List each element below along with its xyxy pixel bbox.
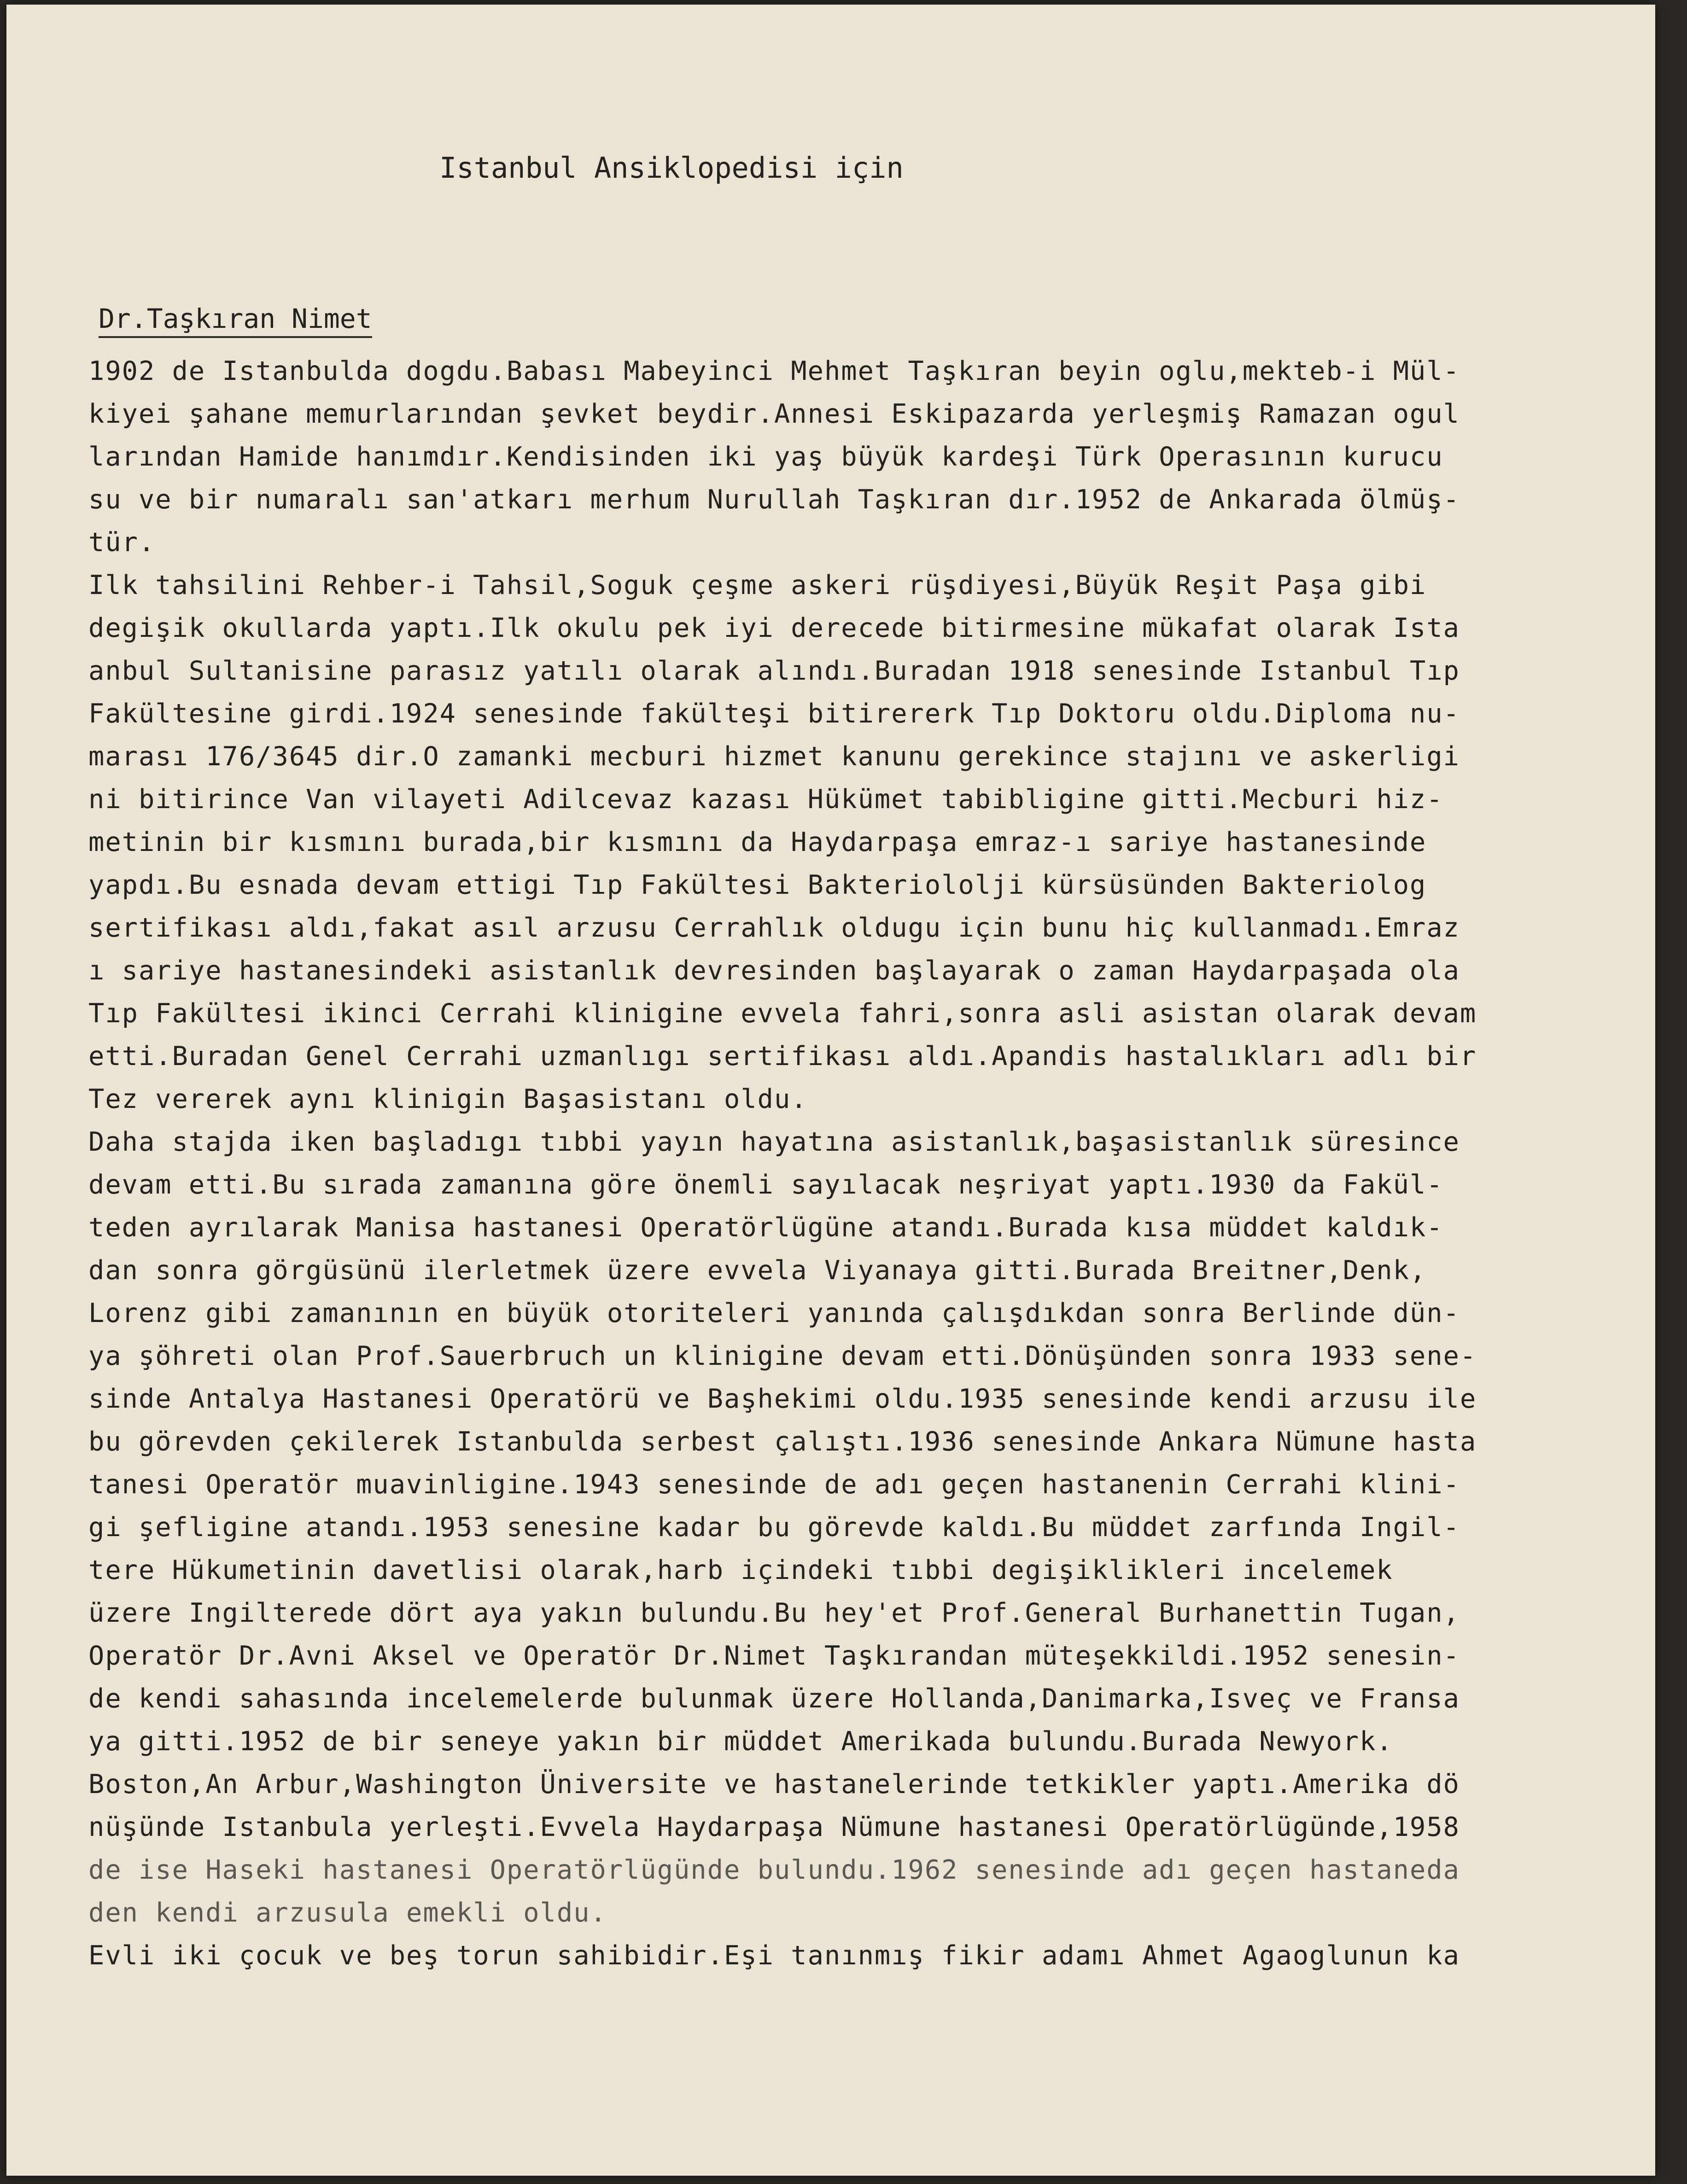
body-line: tür.	[88, 527, 156, 558]
document-body	[88, 350, 1627, 1977]
subject-name: Dr.Taşkıran Nimet	[99, 303, 372, 338]
body-line: tanesi Operatör muavinligine.1943 senesinde de adı geçen hastanenin Cerrahi klini-	[88, 1469, 1460, 1500]
typewritten-page	[6, 5, 1655, 2176]
body-line: kiyei şahane memurlarından şevket beydir.Annesi Eskipazarda yerleşmiş Ramazan ogul	[88, 399, 1460, 429]
body-line: de kendi sahasında incelemelerde bulunmak üzere Hollanda,Danimarka,Isveç ve Fransa	[88, 1683, 1460, 1714]
body-line: üzere Ingilterede dört aya yakın bulundu.Bu hey'et Prof.General Burhanettin Tugan,	[88, 1598, 1460, 1628]
body-line: su ve bir numaralı san'atkarı merhum Nurullah Taşkıran dır.1952 de Ankarada ölmüş-	[88, 484, 1460, 515]
body-line: metinin bir kısmını burada,bir kısmını da Haydarpaşa emraz-ı sariye hastanesinde	[88, 827, 1427, 857]
body-line: de ise Haseki hastanesi Operatörlügünde bulundu.1962 senesinde adı geçen hastaneda	[88, 1855, 1460, 1885]
body-line: Lorenz gibi zamanının en büyük otoriteleri yanında çalışdıkdan sonra Berlinde dün-	[88, 1298, 1460, 1328]
body-line: Boston,An Arbur,Washington Üniversite ve hastanelerinde tetkikler yaptı.Amerika dö	[88, 1769, 1460, 1800]
body-line: tere Hükumetinin davetlisi olarak,harb içindeki tıbbi degişiklikleri incelemek	[88, 1555, 1393, 1585]
body-line: sertifikası aldı,fakat asıl arzusu Cerrahlık oldugu için bunu hiç kullanmadı.Emraz	[88, 913, 1460, 943]
body-line: den kendi arzusula emekli oldu.	[88, 1898, 607, 1928]
body-line: Tıp Fakültesi ikinci Cerrahi klinigine evvela fahri,sonra asli asistan olarak devam	[88, 998, 1477, 1029]
body-line: yapdı.Bu esnada devam ettigi Tıp Fakültesi Bakteriololji kürsüsünden Bakteriolog	[88, 870, 1427, 900]
body-line: nüşünde Istanbula yerleşti.Evvela Haydarpaşa Nümune hastanesi Operatörlügünde,1958	[88, 1812, 1460, 1842]
body-line: Operatör Dr.Avni Aksel ve Operatör Dr.Nimet Taşkırandan müteşekkildi.1952 senesin-	[88, 1641, 1460, 1671]
body-line: marası 176/3645 dir.O zamanki mecburi hizmet kanunu gerekince stajını ve askerligi	[88, 741, 1460, 772]
body-line: Fakültesine girdi.1924 senesinde fakülteşi bitirererk Tıp Doktoru oldu.Diploma nu-	[88, 699, 1460, 729]
body-line: ya gitti.1952 de bir seneye yakın bir müddet Amerikada bulundu.Burada Newyork.	[88, 1726, 1393, 1757]
document-heading: Istanbul Ansiklopedisi için	[439, 151, 904, 185]
body-line: Tez vererek aynı klinigin Başasistanı oldu.	[88, 1084, 808, 1114]
body-line: etti.Buradan Genel Cerrahi uzmanlıgı sertifikası aldı.Apandis hastalıkları adlı bir	[88, 1041, 1477, 1072]
body-line: ni bitirince Van vilayeti Adilcevaz kazası Hükümet tabibligine gitti.Mecburi hiz-	[88, 784, 1443, 815]
body-line: gi şefligine atandı.1953 senesine kadar bu görevde kaldı.Bu müddet zarfında Ingil-	[88, 1512, 1460, 1543]
body-line: degişik okullarda yaptı.Ilk okulu pek iyi derecede bitirmesine mükafat olarak Ista	[88, 613, 1460, 643]
body-line: larından Hamide hanımdır.Kendisinden iki yaş büyük kardeşi Türk Operasının kurucu	[88, 442, 1443, 472]
body-line: 1902 de Istanbulda dogdu.Babası Mabeyinci Mehmet Taşkıran beyin oglu,mekteb-i Mül-	[88, 356, 1460, 386]
body-line: Daha stajda iken başladıgı tıbbi yayın hayatına asistanlık,başasistanlık süresince	[88, 1127, 1460, 1157]
body-line: bu görevden çekilerek Istanbulda serbest çalıştı.1936 senesinde Ankara Nümune hasta	[88, 1427, 1477, 1457]
body-line: Ilk tahsilini Rehber-i Tahsil,Soguk çeşme askeri rüşdiyesi,Büyük Reşit Paşa gibi	[88, 570, 1427, 600]
body-line: anbul Sultanisine parasız yatılı olarak alındı.Buradan 1918 senesinde Istanbul Tıp	[88, 656, 1460, 686]
body-line: teden ayrılarak Manisa hastanesi Operatörlügüne atandı.Burada kısa müddet kaldık-	[88, 1212, 1443, 1243]
body-line: ya şöhreti olan Prof.Sauerbruch un klinigine devam etti.Dönüşünden sonra 1933 sene-	[88, 1341, 1477, 1371]
body-line: ı sariye hastanesindeki asistanlık devresinden başlayarak o zaman Haydarpaşada ola	[88, 955, 1460, 986]
body-line: sinde Antalya Hastanesi Operatörü ve Başhekimi oldu.1935 senesinde kendi arzusu ile	[88, 1384, 1477, 1414]
body-line: Evli iki çocuk ve beş torun sahibidir.Eşi tanınmış fikir adamı Ahmet Agaoglunun ka	[88, 1940, 1460, 1971]
body-line: devam etti.Bu sırada zamanına göre önemli sayılacak neşriyat yaptı.1930 da Fakül-	[88, 1170, 1443, 1200]
body-line: dan sonra görgüsünü ilerletmek üzere evvela Viyanaya gitti.Burada Breitner,Denk,	[88, 1255, 1427, 1286]
